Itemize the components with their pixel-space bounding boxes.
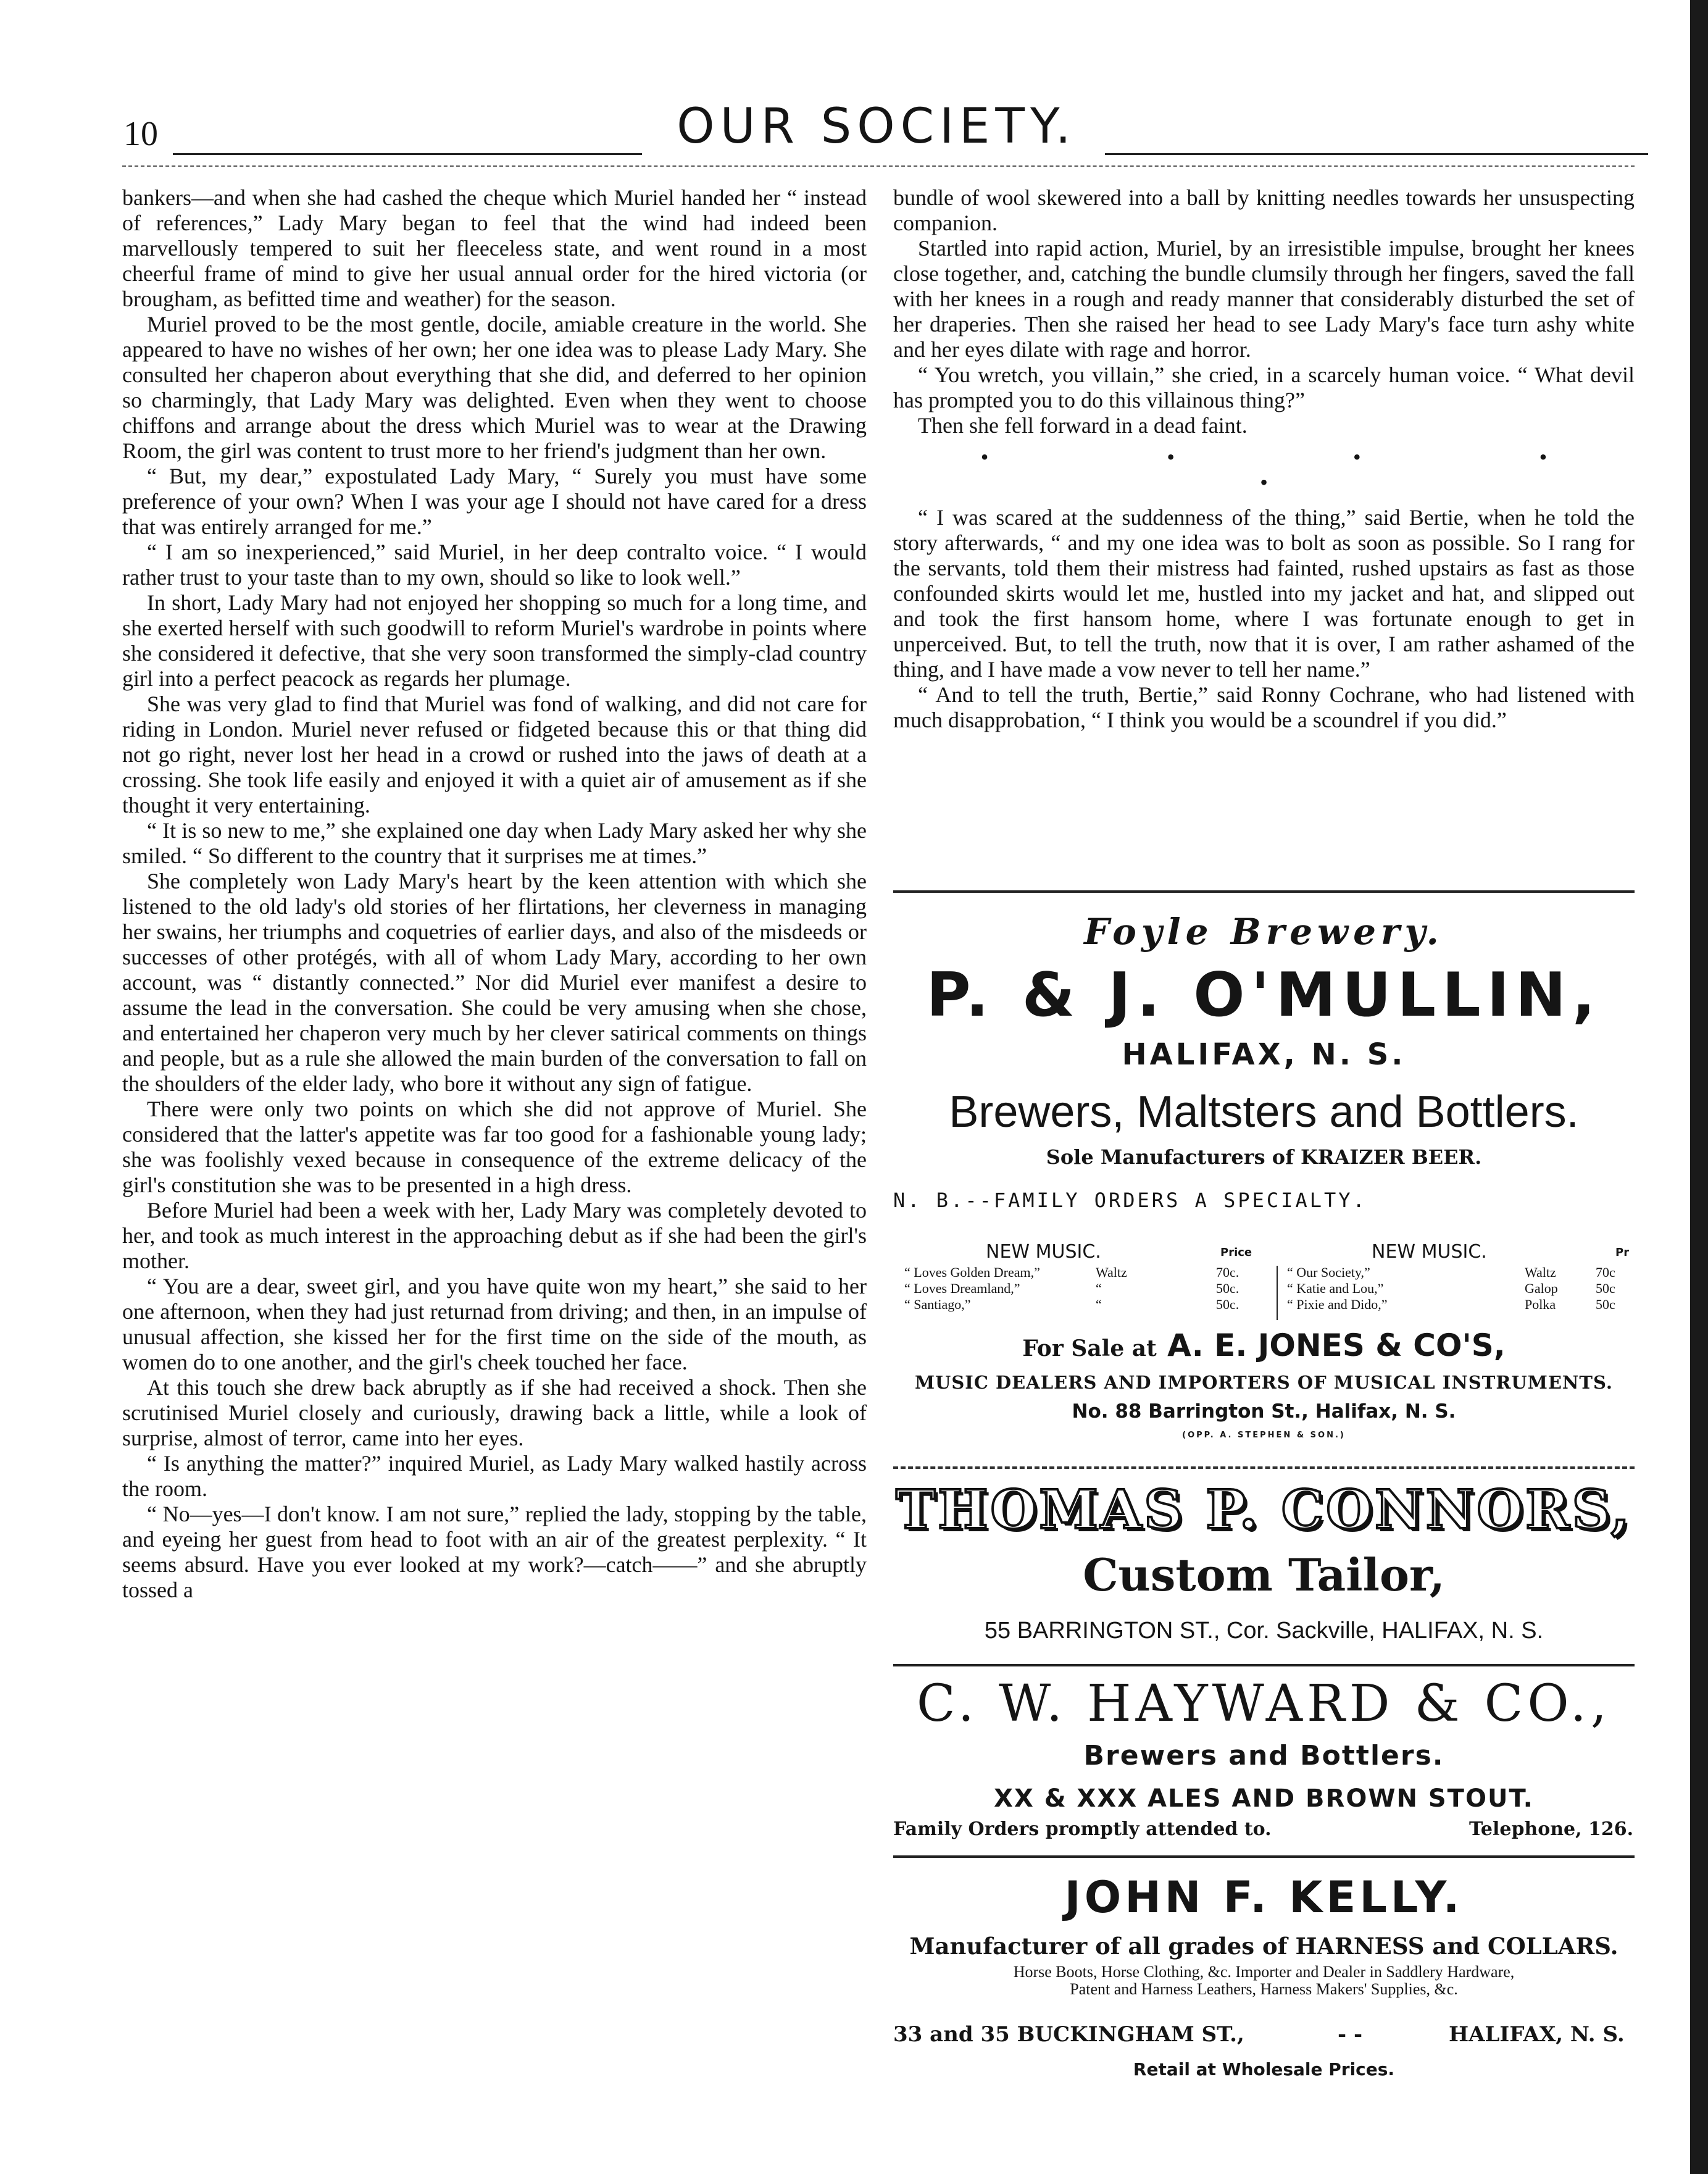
jones-dealers: MUSIC DEALERS AND IMPORTERS OF MUSICAL INSTRUMENTS. xyxy=(914,1372,1614,1393)
hayward-ales: XX & XXX ALES AND BROWN STOUT. xyxy=(994,1784,1534,1813)
paragraph: “ Is anything the matter?” inquired Muriel, as Lady Mary walked hastily across the room. xyxy=(122,1451,867,1501)
hayward-name: C. W. HAYWARD & CO., xyxy=(917,1674,1611,1733)
paragraph: Startled into rapid action, Muriel, by an irresistible impulse, brought her knees close together, and, catching the bundle clumsily through her fingers, saved the fall with her knees in a rough and ready manner that considerably disturbed the set of her draperies. Then she raised her head to see Lady Mary's face turn ashy white and her eyes dilate with rage and horror. xyxy=(893,236,1635,362)
hayward-tagline: Brewers and Bottlers. xyxy=(1083,1740,1444,1771)
kelly-manufacturer: Manufacturer of all grades of HARNESS and COLLARS. xyxy=(909,1933,1618,1960)
kelly-retail: Retail at Wholesale Prices. xyxy=(1133,2059,1395,2080)
hayward-family-orders: Family Orders promptly attended to. xyxy=(893,1818,1272,1840)
paragraph: She was very glad to find that Muriel was fond of walking, and did not care for riding in London. Muriel never refused or fidgeted because this or that thing did not go right, never lost her head in a crowd or rushed into the jaws of death at a crossing. She took life easily and enjoyed it with a quiet air of amusement as if she thought it very entertaining. xyxy=(122,692,867,817)
paragraph: “ But, my dear,” expostulated Lady Mary, “ Surely you must have some preference of your own? When I was your age I should not have cared for a dress that was entirely arranged for me.” xyxy=(122,464,867,539)
music-title: “ Pixie and Dido,” xyxy=(1287,1297,1388,1312)
jones-for-sale xyxy=(893,1327,1635,1363)
paragraph: “ It is so new to me,” she explained one day when Lady Mary asked her why she smiled. “ So different to the country that it surprises me at times.” xyxy=(122,818,867,868)
paragraph: “ I was scared at the suddenness of the thing,” said Bertie, when he told the story afterwards, “ and my one idea was to bolt as soon as possible. So I rang for the servants, told them their mistress had fainted, rushed upstairs as fast as those confounded skirts would let me, hustled into my jacket and hat, and slipped out and took the first hansom home, where I was fortunate enough to get in unperceived. But, to tell the truth, now that it is over, I am rather ashamed of the thing, and I have made a vow never to tell her name.” xyxy=(893,505,1635,682)
omullin-tagline: Brewers, Maltsters and Bottlers. xyxy=(949,1087,1579,1137)
paragraph: “ You are a dear, sweet girl, and you have quite won my heart,” she said to her one afternoon, when they had just returnad from driving; and then, in an impulse of unusual affection, she kissed her for the first time on the side of the mouth, as women do to one another, and the girl's cheek touched her face. xyxy=(122,1274,867,1374)
music-title: “ Loves Dreamland,” xyxy=(904,1281,1020,1296)
masthead-title: OUR SOCIETY. xyxy=(677,99,1077,154)
omullin-location: HALIFAX, N. S. xyxy=(1122,1037,1406,1072)
music-price: 70c. xyxy=(1216,1265,1239,1280)
omullin-sole-manufacturers: Sole Manufacturers of KRAIZER BEER. xyxy=(1046,1145,1482,1169)
kelly-address: 33 and 35 BUCKINGHAM ST., xyxy=(893,2022,1244,2047)
page-edge-shadow xyxy=(1690,0,1708,2174)
paragraph: In short, Lady Mary had not enjoyed her shopping so much for a long time, and she exerted herself with such goodwill to reform Muriel's wardrobe in points where she considered it defective, that she very soon transformed the simply-clad country girl into a perfect peacock as regards her plumage. xyxy=(122,590,867,691)
music-kind: Polka xyxy=(1525,1297,1556,1312)
paragraph: Muriel proved to be the most gentle, docile, amiable creature in the world. She appeared to have no wishes of her own; her one idea was to please Lady Mary. She consulted her chaperon about everything that she did, and deferred to her opinion so charmingly, that Lady Mary was delighted. Even when they went to choose chiffons and arrange about the dress which Muriel was to wear at the Drawing Room, the girl was content to trust more to her friend's judgment than her own. xyxy=(122,312,867,463)
music-kind: Waltz xyxy=(1525,1265,1556,1280)
connors-address: 55 BARRINGTON ST., Cor. Sackville, HALIFAX, N. S. xyxy=(984,1618,1544,1644)
music-price-label-right: Pr xyxy=(1615,1246,1630,1259)
music-title: “ Katie and Lou,” xyxy=(1287,1281,1384,1296)
music-divider xyxy=(1277,1266,1278,1320)
music-price: 50c xyxy=(1596,1281,1615,1296)
paragraph: “ You wretch, you villain,” she cried, in a scarcely human voice. “ What devil has prompted you to do this villainous thing?” xyxy=(893,362,1635,412)
kelly-dashes: - - xyxy=(1338,2022,1363,2047)
paragraph: Then she fell forward in a dead faint. xyxy=(918,413,1248,438)
paragraph: bundle of wool skewered into a ball by knitting needles towards her unsuspecting companion. xyxy=(893,185,1635,235)
paragraph: At this touch she drew back abruptly as if she had received a shock. Then she scrutinised Muriel closely and curiously, drawing back a little, while a look of surprise, almost of terror, came into her eyes. xyxy=(122,1375,867,1450)
connors-end-rule xyxy=(893,1664,1635,1666)
paragraph: bankers—and when she had cashed the cheque which Muriel handed her “ instead of references,” Lady Mary began to feel that the wind had indeed been marvellously tempered to suit her fleeceless state, and went round in a most cheerful frame of mind to give her usual annual order for the hired victoria (or brougham, as befitted time and weather) for the season. xyxy=(122,185,867,311)
header-rule xyxy=(122,165,1635,167)
jones-name: A. E. JONES & CO'S, xyxy=(1167,1327,1506,1363)
music-kind: “ xyxy=(1096,1281,1102,1296)
music-price-label-left: Price xyxy=(1220,1246,1252,1259)
masthead-rule-right xyxy=(1105,153,1648,155)
paragraph: “ I am so inexperienced,” said Muriel, in her deep contralto voice. “ I would rather trust to your taste than to my own, should so like to look well.” xyxy=(122,540,867,590)
music-price: 50c xyxy=(1596,1297,1615,1312)
kelly-goods xyxy=(893,1963,1635,1998)
paragraph: “ No—yes—I don't know. I am not sure,” replied the lady, stopping by the table, and eyeing her guest from head to foot with an air of the greatest perplexity. “ It seems absurd. Have you ever looked at my work?—catch——” and she abruptly tossed a xyxy=(122,1502,867,1602)
paragraph: She completely won Lady Mary's heart by the keen attention with which she listened to the old lady's old stories of her flirtations, her cleverness in managing her swains, her triumphs and coquetries of earlier days, and also of the misdeeds or successes of other protégés, with all of whom Lady Mary, according to her own account, was “ distantly connected.” Nor did Muriel ever manifest a desire to assume the lead in the conversation. She could be very amusing when she chose, and entertained her chaperon very much by her clever satirical comments on things and people, but as a rule she allowed the main burden of the conversation to fall on the shoulders of the elder lady, who bore it without any sign of fatigue. xyxy=(122,869,867,1096)
music-kind: “ xyxy=(1096,1297,1102,1312)
music-title: “ Our Society,” xyxy=(1287,1265,1370,1280)
music-heading-left: NEW MUSIC. xyxy=(986,1241,1101,1263)
music-heading-right: NEW MUSIC. xyxy=(1372,1241,1487,1263)
kelly-city: HALIFAX, N. S. xyxy=(1449,2022,1625,2047)
section-separator-dots: • • • • • xyxy=(980,445,1634,495)
page-number: 10 xyxy=(123,115,158,153)
jones-sale-prefix: For Sale at xyxy=(1022,1336,1157,1361)
music-kind: Galop xyxy=(1525,1281,1558,1296)
article-left-column xyxy=(122,185,867,1603)
paragraph: There were only two points on which she did not approve of Muriel. She considered that the latter's appetite was far too good for a fashionable young lady; she was foolishly vexed because in consequence of the extreme delicacy of the girl's constitution she was to be presented in a high dress. xyxy=(122,1097,867,1197)
article-end-rule xyxy=(893,890,1635,893)
foyle-brewery-title: Foyle Brewery. xyxy=(1084,911,1444,953)
jones-end-rule xyxy=(893,1466,1635,1469)
music-price: 50c. xyxy=(1216,1297,1239,1312)
masthead-rule-left xyxy=(173,153,642,155)
kelly-name: JOHN F. KELLY. xyxy=(1064,1872,1464,1923)
kelly-goods-line-2: Patent and Harness Leathers, Harness Makers' Supplies, &c. xyxy=(1070,1980,1458,1998)
article-right-column xyxy=(893,185,1635,733)
music-title: “ Santiago,” xyxy=(904,1297,971,1312)
music-price: 50c. xyxy=(1216,1281,1239,1296)
music-price: 70c xyxy=(1596,1265,1615,1280)
hayward-end-rule xyxy=(893,1855,1635,1858)
connors-trade: Custom Tailor, xyxy=(1083,1549,1445,1601)
omullin-family-orders: N. B.--FAMILY ORDERS A SPECIALTY. xyxy=(893,1189,1367,1212)
omullin-name: P. & J. O'MULLIN, xyxy=(926,960,1602,1031)
music-title: “ Loves Golden Dream,” xyxy=(904,1265,1040,1280)
jones-address: No. 88 Barrington St., Halifax, N. S. xyxy=(1072,1400,1456,1423)
music-kind: Waltz xyxy=(1096,1265,1127,1280)
jones-opposite: (OPP. A. STEPHEN & SON.) xyxy=(1182,1431,1346,1440)
kelly-goods-line-1: Horse Boots, Horse Clothing, &c. Importer and Dealer in Saddlery Hardware, xyxy=(1013,1963,1515,1981)
paragraph: Before Muriel had been a week with her, Lady Mary was completely devoted to her, and took as much interest in the approaching debut as if she had been the girl's mother. xyxy=(122,1198,867,1273)
connors-name: THOMAS P. CONNORS, xyxy=(896,1479,1632,1541)
hayward-telephone: Telephone, 126. xyxy=(1469,1818,1634,1840)
paragraph: “ And to tell the truth, Bertie,” said Ronny Cochrane, who had listened with much disapprobation, “ I think you would be a scoundrel if you did.” xyxy=(893,682,1635,732)
